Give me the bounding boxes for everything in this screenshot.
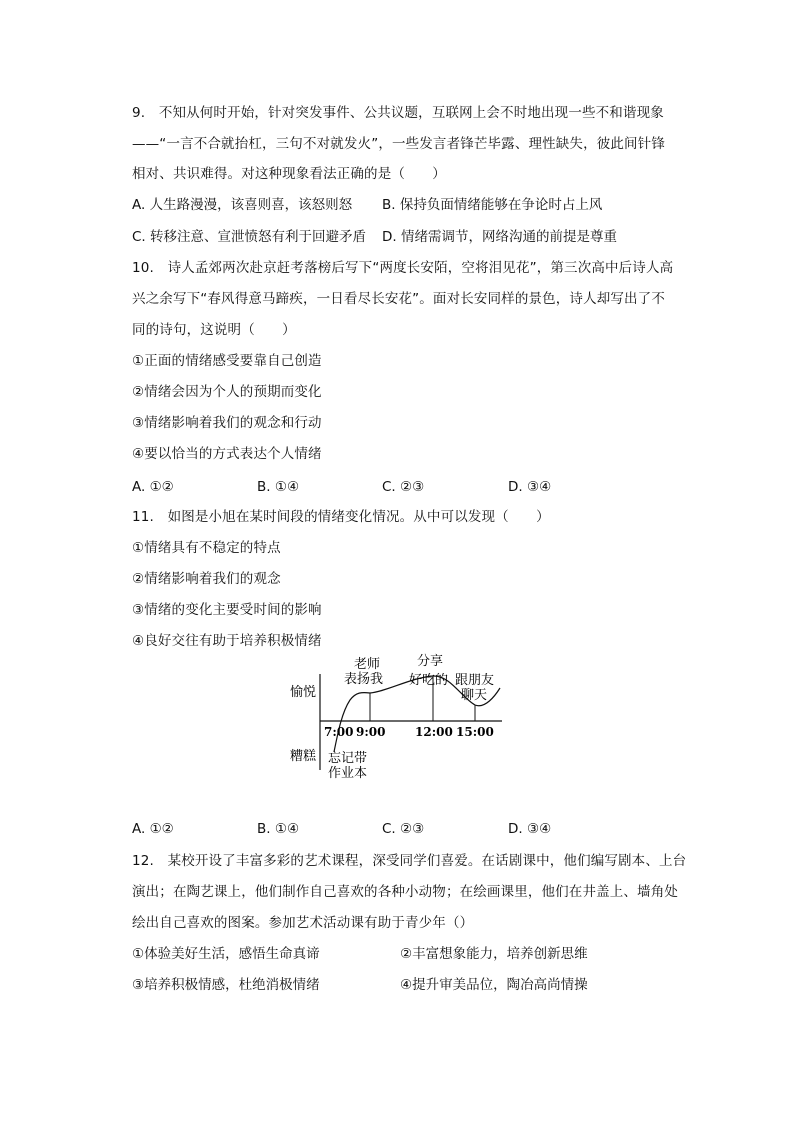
q10-statement-2: ②情绪会因为个人的预期而变化 — [132, 384, 322, 400]
annotation-teacher-line-1: 老师 — [354, 657, 381, 672]
x-tick-label-9: 9:00 — [356, 725, 386, 739]
q12-stem-line-1: 12. 某校开设了丰富多彩的艺术课程，深受同学们喜爱。在话剧课中，他们编写剧本、上台 — [132, 853, 687, 869]
q9-option-d: D. 情绪需调节，网络沟通的前提是尊重 — [382, 229, 617, 245]
q10-option-d: D. ③④ — [508, 479, 552, 495]
q12-stem-line-3: 绘出自己喜欢的图案。参加艺术活动课有助于青少年（） — [132, 915, 474, 931]
x-tick-label-7: 7:00 — [324, 725, 354, 739]
q11-statement-3: ③情绪的变化主要受时间的影响 — [132, 602, 322, 618]
q11-statement-1: ①情绪具有不稳定的特点 — [132, 540, 281, 556]
annotation-teacher-line-2: 表扬我 — [344, 672, 384, 687]
x-tick-label-12: 12:00 — [415, 725, 453, 739]
emotion-change-chart — [270, 652, 510, 784]
q11-option-a: A. ①② — [132, 821, 174, 837]
x-tick-label-15: 15:00 — [456, 725, 494, 739]
annotation-share-line-2: 好吃的 — [409, 673, 449, 688]
q11-stem-line-1: 11. 如图是小旭在某时间段的情绪变化情况。从中可以发现（ ） — [132, 509, 550, 525]
q10-stem-line-1: 10. 诗人孟郊两次赴京赶考落榜后写下“两度长安陌，空将泪见花”，第三次高中后诗人高 — [132, 260, 674, 276]
y-label-bad: 糟糕 — [290, 749, 317, 764]
q12-statement-3: ③培养积极情感，杜绝消极情绪 — [132, 977, 320, 993]
q11-statement-2: ②情绪影响着我们的观念 — [132, 571, 281, 587]
y-label-pleasant: 愉悦 — [290, 685, 317, 700]
q9-option-b: B. 保持负面情绪能够在争论时占上风 — [382, 197, 603, 213]
q11-option-c: C. ②③ — [382, 821, 425, 837]
q10-statement-4: ④要以恰当的方式表达个人情绪 — [132, 446, 322, 462]
q9-option-c: C. 转移注意、宣泄愤怒有利于回避矛盾 — [132, 229, 367, 245]
annotation-forgot-line-1: 忘记带 — [328, 751, 368, 766]
q11-option-b: B. ①④ — [257, 821, 300, 837]
q12-stem-line-2: 演出；在陶艺课上，他们制作自己喜欢的各种小动物；在绘画课里，他们在井盖上、墙角处 — [132, 884, 678, 900]
annotation-friend-line-1: 跟朋友 — [455, 673, 495, 688]
annotation-forgot-line-2: 作业本 — [328, 766, 368, 781]
q9-stem-line-3: 相对、共识难得。对这种现象看法正确的是（ ） — [132, 166, 446, 182]
q11-option-d: D. ③④ — [508, 821, 552, 837]
annotation-share-line-1: 分享 — [417, 653, 444, 669]
q10-option-c: C. ②③ — [382, 479, 425, 495]
annotation-friend-line-2: 聊天 — [461, 688, 488, 703]
q12-statement-4: ④提升审美品位，陶冶高尚情操 — [400, 977, 588, 993]
q10-statement-1: ①正面的情绪感受要靠自己创造 — [132, 353, 322, 369]
q9-stem-line-2: ——“一言不合就抬杠，三句不对就发火”，一些发言者锋芒毕露、理性缺失，彼此间针锋 — [132, 136, 665, 152]
q10-option-b: B. ①④ — [257, 479, 300, 495]
q10-stem-line-2: 兴之余写下“春风得意马蹄疾，一日看尽长安花”。面对长安同样的景色，诗人却写出了不 — [132, 291, 665, 307]
q10-statement-3: ③情绪影响着我们的观念和行动 — [132, 415, 322, 431]
q10-option-a: A. ①② — [132, 479, 174, 495]
q9-option-a: A. 人生路漫漫，该喜则喜，该怒则怒 — [132, 197, 353, 213]
q12-statement-2: ②丰富想象能力，培养创新思维 — [400, 946, 588, 962]
q11-statement-4: ④良好交往有助于培养积极情绪 — [132, 633, 322, 649]
q10-stem-line-3: 同的诗句，这说明（ ） — [132, 322, 296, 338]
q12-statement-1: ①体验美好生活，感悟生命真谛 — [132, 946, 320, 962]
q9-stem-line-1: 9. 不知从何时开始，针对突发事件、公共议题，互联网上会不时地出现一些不和谐现象 — [132, 105, 664, 121]
